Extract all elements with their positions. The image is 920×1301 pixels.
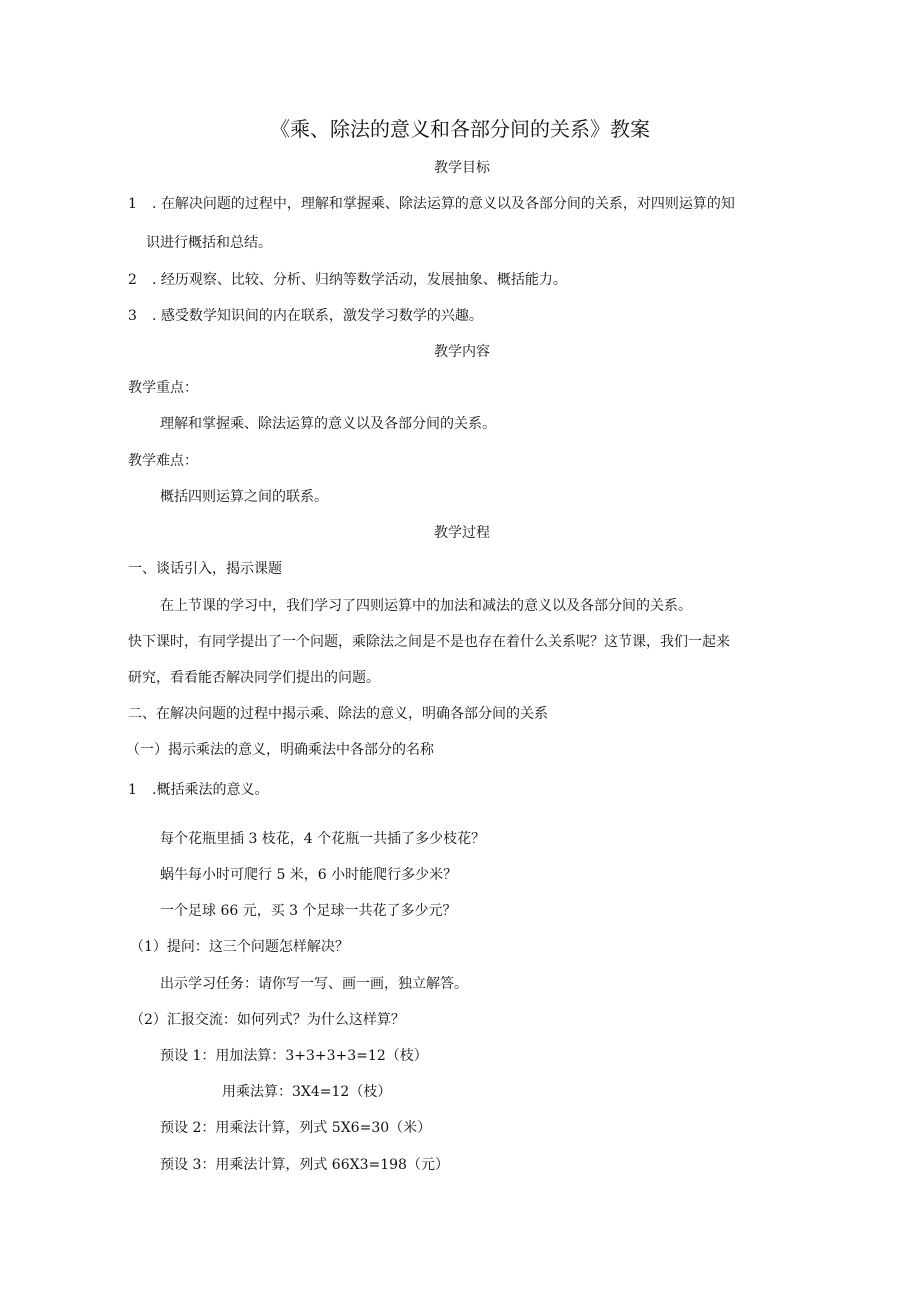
step-1-heading: 一、谈话引入，揭示课题 xyxy=(128,561,282,577)
goal-2-text: . 经历观察、比较、分析、归纳等数学活动，发展抽象、概括能力。 xyxy=(152,272,567,288)
goal-3-number: 3 xyxy=(128,308,137,324)
key-point-text: 理解和掌握乘、除法运算的意义以及各部分间的关系。 xyxy=(160,416,496,432)
goal-1-text: . 在解决问题的过程中，理解和掌握乘、除法运算的意义以及各部分间的关系，对四则运算的知 xyxy=(152,196,735,212)
goal-3 xyxy=(128,306,483,326)
section-heading-process: 教学过程 xyxy=(434,525,490,541)
preset-1-addition: 预设 1：用加法算：3+3+3+3=12（枝） xyxy=(160,1048,428,1064)
goal-2-number: 2 xyxy=(128,272,137,288)
step-1-paragraph-1: 在上节课的学习中，我们学习了四则运算中的加法和减法的意义以及各部分间的关系。 xyxy=(160,598,692,614)
section-heading-content: 教学内容 xyxy=(434,344,490,360)
prompt-2: （2）汇报交流：如何列式？为什么这样算？ xyxy=(130,1012,405,1028)
item-1-text: .概括乘法的意义。 xyxy=(152,782,269,798)
prompt-1: （1）提问：这三个问题怎样解决？ xyxy=(130,939,349,955)
step-2-heading: 二、在解决问题的过程中揭示乘、除法的意义，明确各部分间的关系 xyxy=(128,706,548,722)
goal-3-text: . 感受数学知识间的内在联系，激发学习数学的兴趣。 xyxy=(152,308,483,324)
step-1-paragraph-2-line-1: 快下课时，有同学提出了一个问题，乘除法之间是不是也存在着什么关系呢？这节课，我们一起来 xyxy=(128,634,730,650)
preset-2: 预设 2：用乘法计算，列式 5X6=30（米） xyxy=(160,1120,432,1136)
preset-3: 预设 3：用乘法计算，列式 66X3=198（元） xyxy=(160,1157,449,1173)
item-1-number: 1 xyxy=(128,782,137,798)
question-1: 每个花瓶里插 3 枝花，4 个花瓶一共插了多少枝花？ xyxy=(160,831,486,847)
difficulty-text: 概括四则运算之间的联系。 xyxy=(160,489,328,505)
goal-2 xyxy=(128,270,567,290)
subsection-1-heading: （一）揭示乘法的意义，明确乘法中各部分的名称 xyxy=(126,742,434,758)
learning-task: 出示学习任务：请你写一写、画一画，独立解答。 xyxy=(160,976,468,992)
preset-1-multiplication: 用乘法算：3X4=12（枝） xyxy=(222,1084,392,1100)
section-heading-goals: 教学目标 xyxy=(434,160,490,176)
document-title: 《乘、除法的意义和各部分间的关系》教案 xyxy=(270,117,650,141)
goal-1-number: 1 xyxy=(128,196,137,212)
question-3: 一个足球 66 元，买 3 个足球一共花了多少元？ xyxy=(160,903,457,919)
goal-1-line-1 xyxy=(128,194,735,214)
step-1-paragraph-2-line-2: 研究，看看能否解决同学们提出的问题。 xyxy=(128,670,380,686)
difficulty-label: 教学难点： xyxy=(128,453,198,469)
key-point-label: 教学重点： xyxy=(128,380,198,396)
question-2: 蜗牛每小时可爬行 5 米，6 小时能爬行多少米？ xyxy=(160,867,458,883)
item-1 xyxy=(128,780,268,800)
goal-1-line-2: 识进行概括和总结。 xyxy=(146,235,272,251)
